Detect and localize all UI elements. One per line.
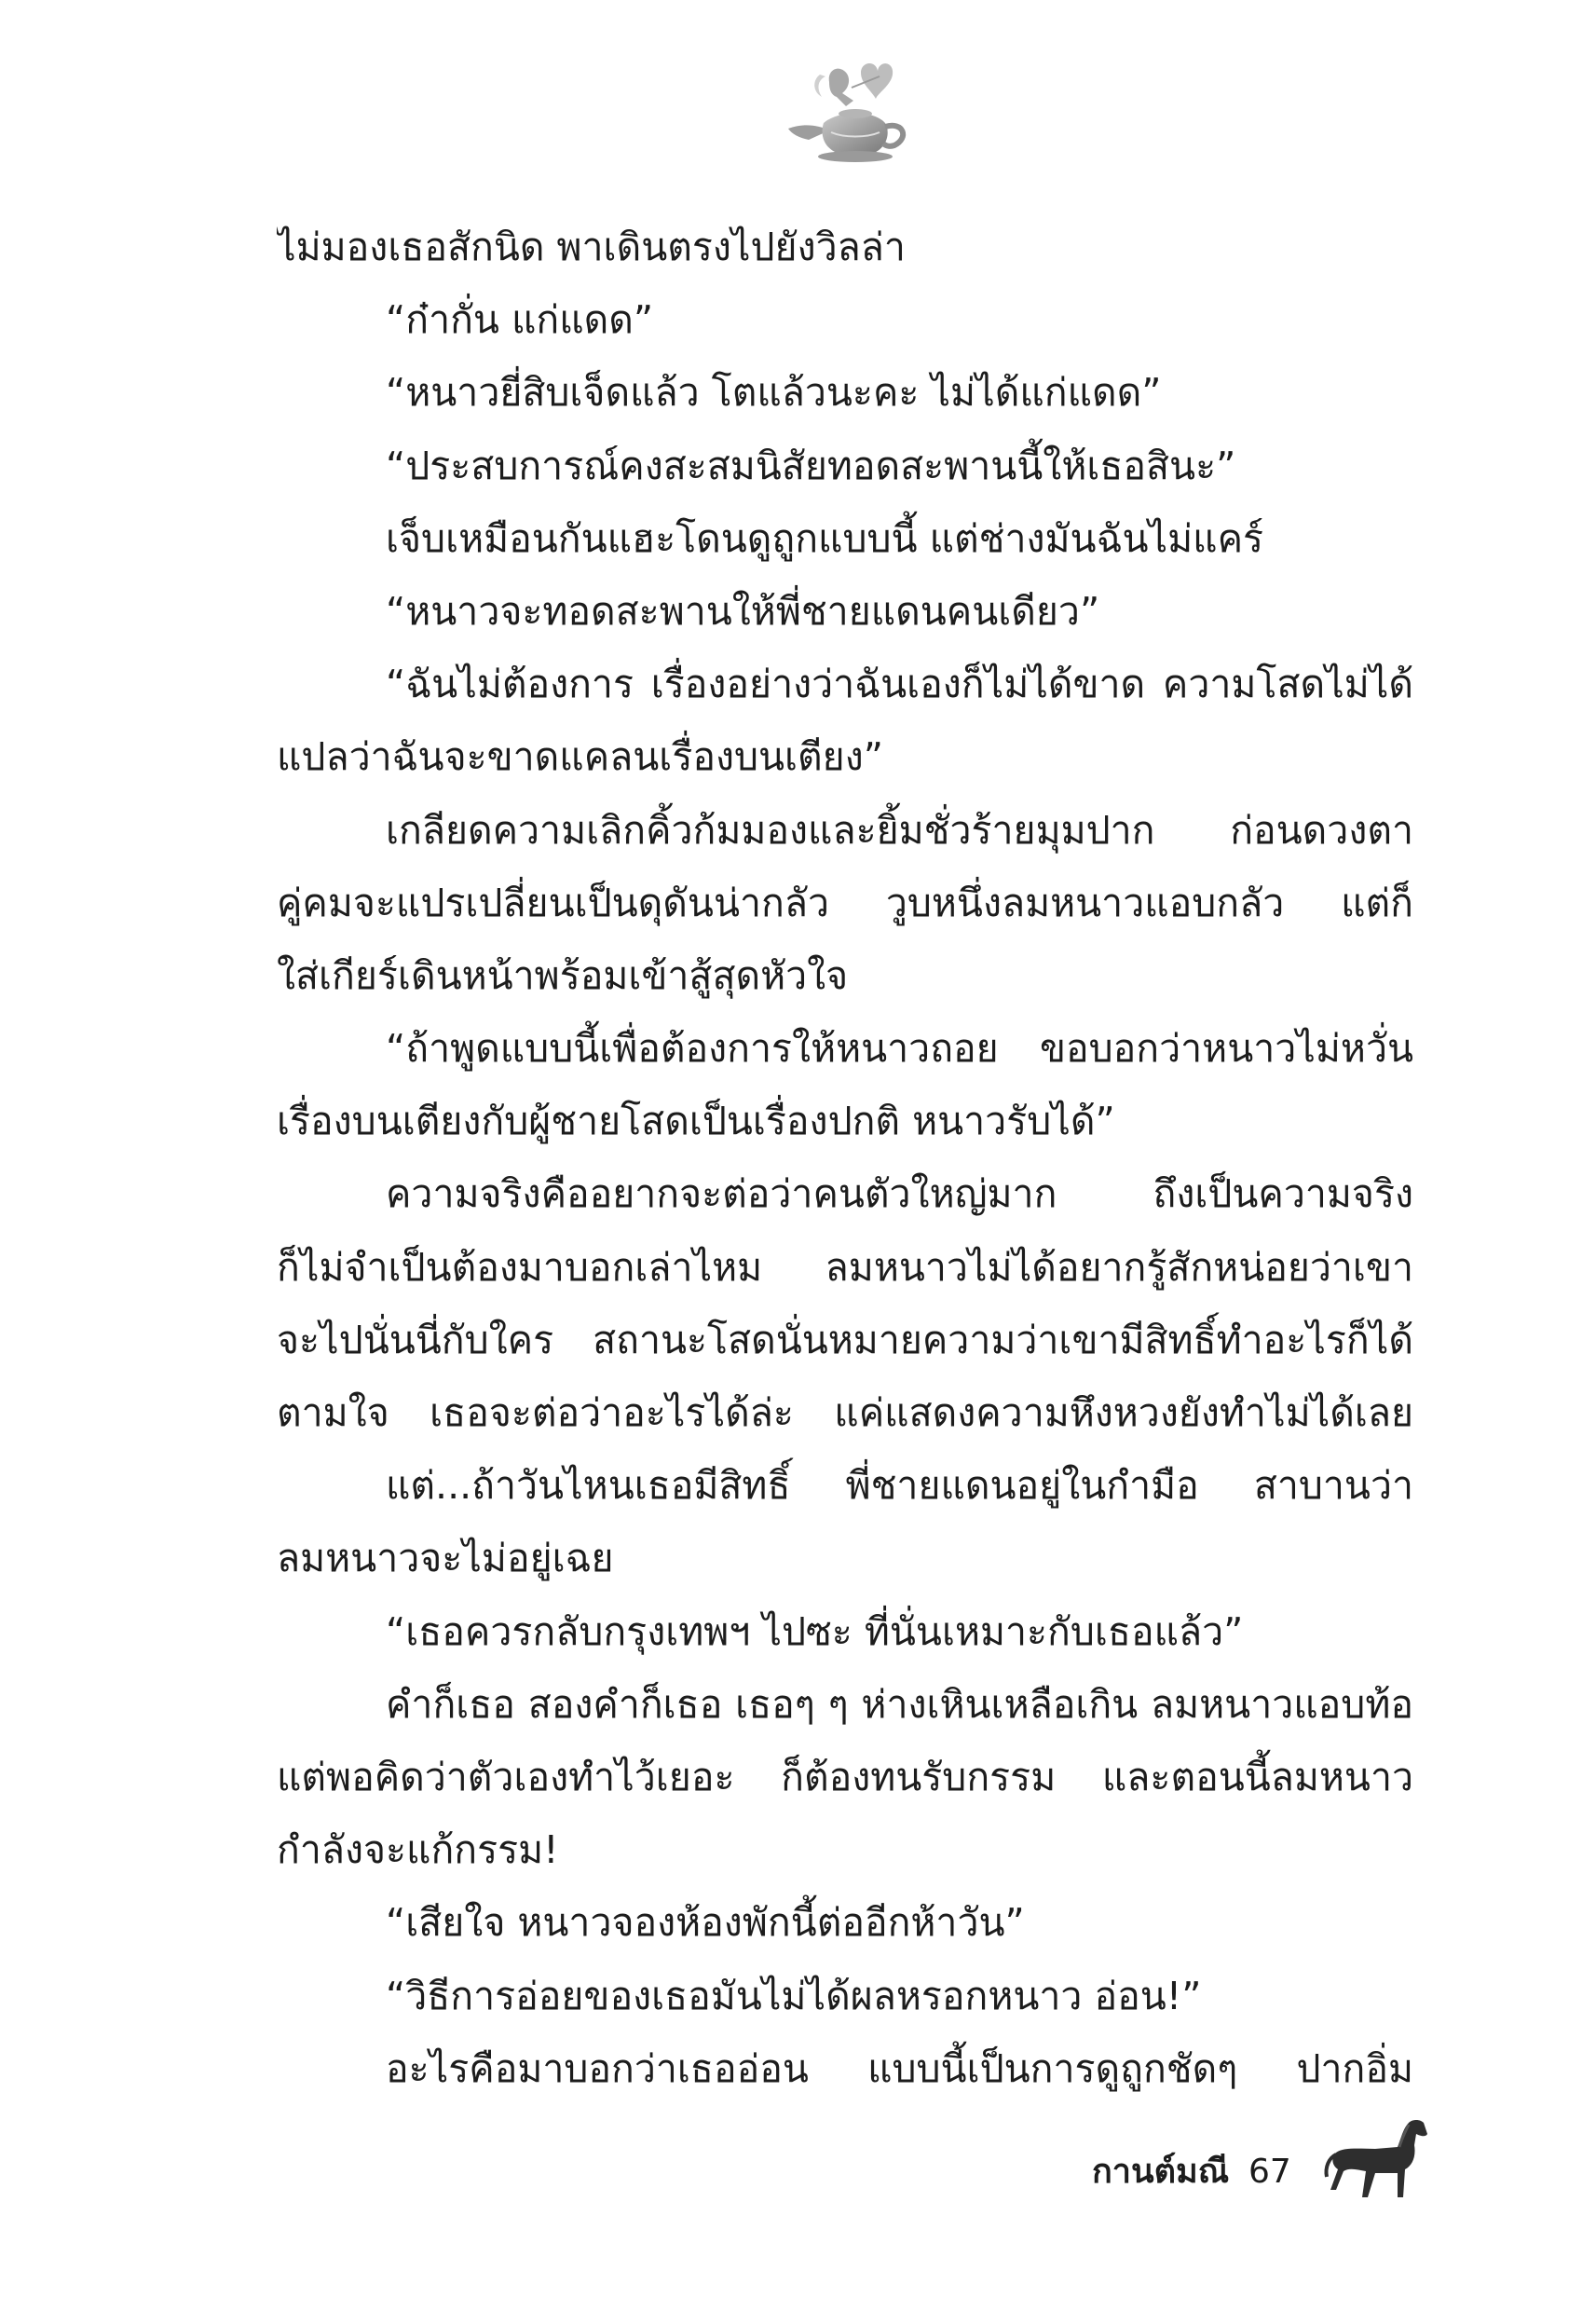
text-line: คำก็เธอ สองคำก็เธอ เธอๆ ๆ ห่างเหินเหลือเกิน ลมหนาวแอบท้อ [386,1681,1413,1727]
text-line: คู่คมจะแปรเปลี่ยนเป็นดุดันน่ากลัว วูบหนึ่งลมหนาวแอบกลัว แต่ก็ [277,880,1413,925]
text-line: “วิธีการอ่อยของเธอมันไม่ได้ผลหรอกหนาว อ่อน!” [386,1973,1202,2018]
text-line: เจ็บเหมือนกันแฮะโดนดูถูกแบบนี้ แต่ช่างมันฉันไม่แคร์ [386,515,1264,561]
text-line: “ถ้าพูดแบบนี้เพื่อต้องการให้หนาวถอย ขอบอกว่าหนาวไม่หวั่น [386,1026,1413,1072]
text-line: “เธอควรกลับกรุงเทพฯ ไปซะ ที่นั่นเหมาะกับเธอแล้ว” [386,1608,1244,1654]
text-line: ใส่เกียร์เดินหน้าพร้อมเข้าสู้สุดหัวใจ [277,952,849,998]
text-line: ตามใจ เธอจะต่อว่าอะไรได้ล่ะ แค่แสดงความหึงหวงยังทำไม่ได้เลย [277,1390,1413,1435]
text-line: “ก๋ากั่น แก่แดด” [386,297,654,343]
text-line: “หนาวจะทอดสะพานให้พี่ชายแดนคนเดียว” [386,588,1100,634]
page-number: 67 [1248,2153,1291,2191]
text-line: “ประสบการณ์คงสะสมนิสัยทอดสะพานนี้ให้เธอสินะ” [386,443,1236,488]
text-line: แต่...ถ้าวันไหนเธอมีสิทธิ์ พี่ชายแดนอยู่ในกำมือ สาบานว่า [386,1463,1413,1509]
footer-book-title: กานต์มณี [1092,2153,1230,2191]
text-line: กำลังจะแก้กรรม! [277,1827,559,1873]
text-line: จะไปนั่นนี่กับใคร สถานะโสดนั่นหมายความว่าเขามีสิทธิ์ทำอะไรก็ได้ [277,1317,1413,1362]
horse-icon [1323,2113,1435,2205]
text-line: แต่พอคิดว่าตัวเองทำไว้เยอะ ก็ต้องทนรับกรรม และตอนนี้ลมหนาว [277,1754,1413,1799]
text-line: “ฉันไม่ต้องการ เรื่องอย่างว่าฉันเองก็ไม่ได้ขาด ความโสดไม่ได้ [386,662,1413,707]
text-line: ไม่มองเธอสักนิด พาเดินตรงไปยังวิลล่า [277,225,906,269]
text-line: ก็ไม่จำเป็นต้องมาบอกเล่าไหม ลมหนาวไม่ได้อยากรู้สักหน่อยว่าเขา [277,1244,1413,1290]
teapot-cupid-ornament-icon [771,54,921,168]
text-line: “เสียใจ หนาวจองห้องพักนี้ต่ออีกห้าวัน” [386,1900,1025,1946]
text-line: อะไรคือมาบอกว่าเธออ่อน แบบนี้เป็นการดูถูกชัดๆ ปากอิ่ม [386,2045,1413,2091]
text-line: เกลียดความเลิกคิ้วก้มมองและยิ้มชั่วร้ายมุมปาก ก่อนดวงตา [386,807,1413,853]
body-text [277,211,1413,2105]
text-line: เรื่องบนเตียงกับผู้ชายโสดเป็นเรื่องปกติ หนาวรับได้” [277,1099,1115,1144]
text-line: “หนาวยี่สิบเจ็ดแล้ว โตแล้วนะคะ ไม่ได้แก่แดด” [386,370,1162,416]
text-line: ความจริงคืออยากจะต่อว่าคนตัวใหญ่มาก ถึงเป็นความจริง [386,1171,1413,1217]
text-line: แปลว่าฉันจะขาดแคลนเรื่องบนเตียง” [277,734,883,780]
text-line: ลมหนาวจะไม่อยู่เฉย [277,1536,614,1581]
